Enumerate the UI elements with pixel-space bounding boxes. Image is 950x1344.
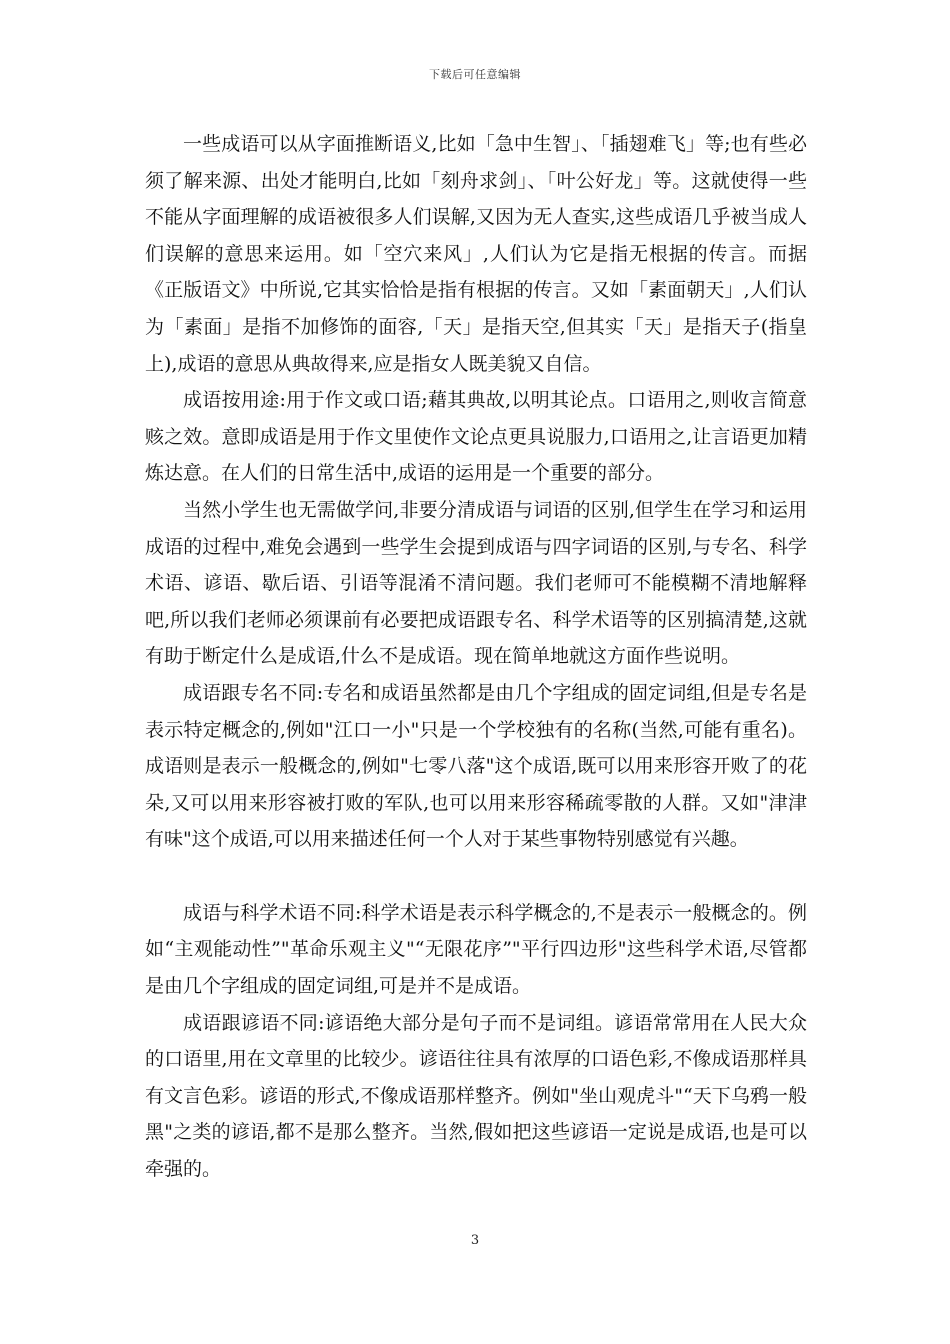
page-header: 下载后可任意编辑 — [429, 68, 521, 81]
paragraph-idiom-vs-proverb: 成语跟谚语不同:谚语绝大部分是句子而不是词组。谚语常常用在人民大众的口语里,用在文章里的比较少。谚语往往具有浓厚的口语色彩,不像成语那样具有文言色彩。谚语的形式,不像成语那样整齐。例如"坐山观虎斗"“天下乌鸦一般黑"之类的谚语,都不是那么整齐。当然,假如把这些谚语一定说是成语,也是可以牵强的。 — [145, 1011, 807, 1181]
paragraph-teacher-note: 当然小学生也无需做学问,非要分清成语与词语的区别,但学生在学习和运用成语的过程中,难免会遇到一些学生会提到成语与四字词语的区别,与专名、科学术语、谚语、歇后语、引语等混淆不清问题。我们老师可不能模糊不清地解释吧,所以我们老师必须课前有必要把成语跟专名、科学术语等的区别搞清楚,这就有助于断定什么是成语,什么不是成语。现在简单地就这方面作些说明。 — [145, 498, 807, 668]
paragraph-idiom-vs-proper-noun: 成语跟专名不同:专名和成语虽然都是由几个字组成的固定词组,但是专名是表示特定概念的,例如"江口一小"只是一个学校独有的名称(当然,可能有重名)。成语则是表示一般概念的,例如"七零八落"这个成语,既可以用来形容开败了的花朵,又可以用来形容被打败的军队,也可以用来形容稀疏零散的人群。又如"津津有味"这个成语,可以用来描述任何一个人对于某些事物特别感觉有兴趣。 — [145, 681, 807, 851]
document-body — [145, 126, 807, 1188]
page-number: 3 — [470, 1233, 480, 1248]
paragraph-idiom-vs-scientific-term: 成语与科学术语不同:科学术语是表示科学概念的,不是表示一般概念的。例如“主观能动性”"革命乐观主义"“无限花序”"平行四边形"这些科学术语,尽管都是由几个字组成的固定词组,可是并不是成语。 — [145, 901, 807, 998]
paragraph-idiom-meaning: 一些成语可以从字面推断语义,比如「急中生智」、「插翅难飞」等;也有些必须了解来源、出处才能明白,比如「刻舟求剑」、「叶公好龙」等。这就使得一些不能从字面理解的成语被很多人们误解,又因为无人查实,这些成语几乎被当成人们误解的意思来运用。如「空穴来风」,人们认为它是指无根据的传言。而据《正版语文》中所说,它其实恰恰是指有根据的传言。又如「素面朝天」,人们认为「素面」是指不加修饰的面容,「天」是指天空,但其实「天」是指天子(指皇上),成语的意思从典故得来,应是指女人既美貌又自信。 — [145, 133, 807, 375]
paragraph-idiom-usage: 成语按用途:用于作文或口语;藉其典故,以明其论点。口语用之,则收言简意赅之效。意即成语是用于作文里使作文论点更具说服力,口语用之,让言语更加精炼达意。在人们的日常生活中,成语的运用是一个重要的部分。 — [145, 389, 807, 485]
